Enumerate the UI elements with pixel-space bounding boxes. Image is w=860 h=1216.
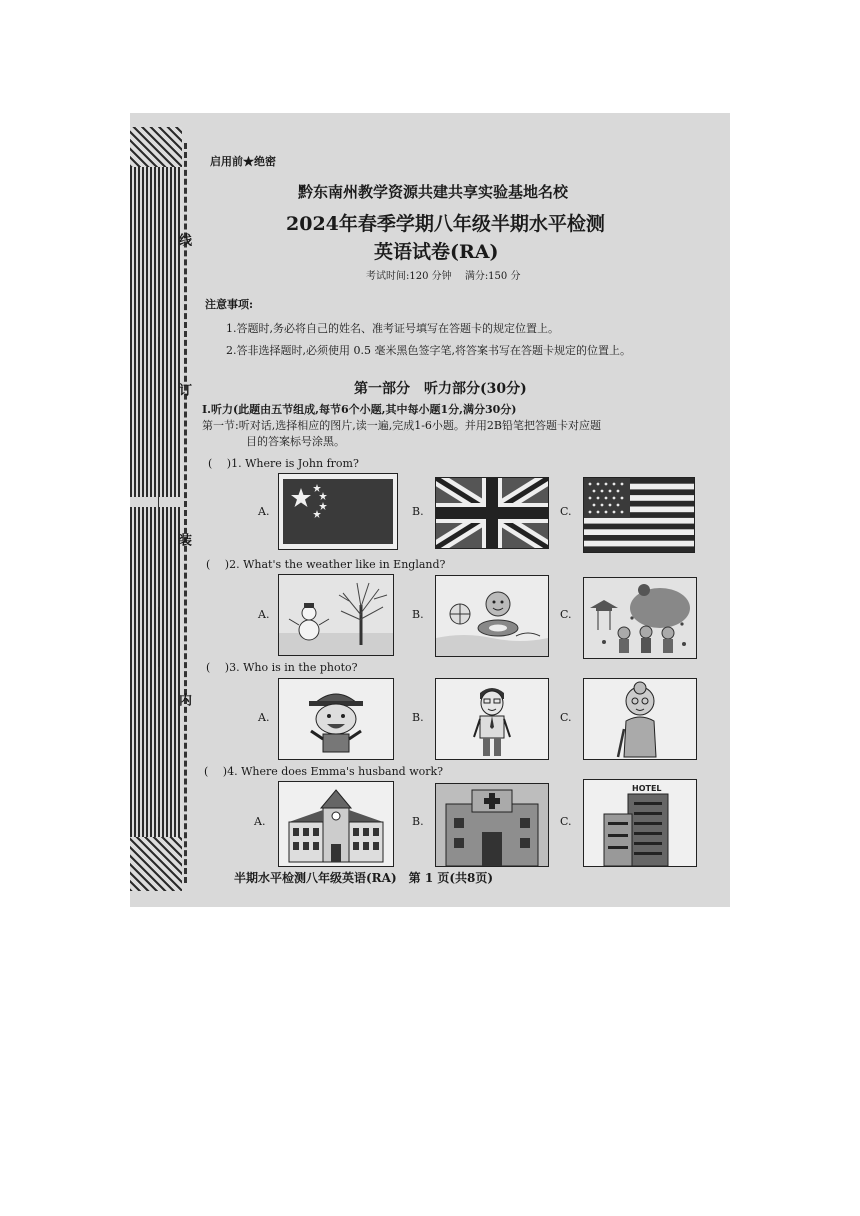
young-man-icon bbox=[436, 679, 548, 759]
notice-item-1: 1.答题时,务必将自己的姓名、准考证号填写在答题卡的规定位置上。 bbox=[226, 322, 559, 335]
hotel-icon bbox=[584, 780, 696, 866]
exam-time-score: 考试时间:120 分钟 满分:150 分 bbox=[366, 271, 521, 282]
secret-label: 启用前★绝密 bbox=[210, 155, 276, 168]
hospital-icon bbox=[436, 784, 548, 866]
option-4a-label: A. bbox=[254, 815, 266, 828]
hotel-sign-text: HOTEL bbox=[632, 784, 662, 793]
school-building-icon bbox=[279, 782, 393, 866]
option-2b-label: B. bbox=[412, 608, 424, 621]
exam-page-photo bbox=[130, 113, 730, 907]
page-footer: 半期水平检测八年级英语(RA) 第 1 页(共8页) bbox=[234, 871, 494, 885]
binding-blank-3 bbox=[158, 667, 159, 817]
option-1a-label: A. bbox=[258, 505, 270, 518]
old-woman-icon bbox=[584, 679, 696, 759]
option-3b-image[interactable] bbox=[435, 678, 549, 760]
option-1c-image[interactable] bbox=[583, 477, 695, 553]
option-4b-image[interactable] bbox=[435, 783, 549, 867]
option-3c-image[interactable] bbox=[583, 678, 697, 760]
exam-title: 2024年春季学期八年级半期水平检测 bbox=[286, 213, 605, 235]
section-intro: I.听力(此题由五节组成,每节6个小题,其中每小题1分,满分30分) bbox=[202, 403, 517, 416]
usa-flag-icon bbox=[584, 478, 694, 552]
question-4: ( )4. Where does Emma's husband work? bbox=[204, 765, 444, 778]
china-flag-icon bbox=[279, 474, 397, 549]
beach-summer-icon bbox=[436, 576, 548, 656]
question-1: ( )1. Where is John from? bbox=[208, 457, 359, 470]
hatch-bottom bbox=[130, 837, 182, 891]
binding-dashed-line bbox=[184, 143, 187, 883]
boy-with-cap-icon bbox=[279, 679, 393, 759]
question-2: ( )2. What's the weather like in England? bbox=[206, 558, 446, 571]
snowy-winter-icon bbox=[279, 575, 393, 655]
option-4c-image[interactable] bbox=[583, 779, 697, 867]
notice-heading: 注意事项: bbox=[205, 298, 254, 311]
uk-flag-icon bbox=[436, 478, 548, 548]
option-1b-image[interactable] bbox=[435, 477, 549, 549]
option-2c-label: C. bbox=[560, 608, 572, 621]
notice-item-2: 2.答非选择题时,必须使用 0.5 毫米黑色签字笔,将答案书写在答题卡规定的位置上。 bbox=[226, 344, 631, 357]
option-2c-image[interactable] bbox=[583, 577, 697, 659]
option-3b-label: B. bbox=[412, 711, 424, 724]
option-3a-label: A. bbox=[258, 711, 270, 724]
stripe-band-upper bbox=[130, 167, 182, 497]
binding-blank-1 bbox=[158, 187, 159, 337]
binding-blank-2 bbox=[158, 437, 159, 607]
option-2a-image[interactable] bbox=[278, 574, 394, 656]
hatch-top bbox=[130, 127, 182, 167]
windy-autumn-icon bbox=[584, 578, 696, 658]
binding-label-nei: 内 bbox=[176, 693, 191, 706]
option-3a-image[interactable] bbox=[278, 678, 394, 760]
part1-title: 第一部分 听力部分(30分) bbox=[354, 381, 527, 397]
option-1a-image[interactable] bbox=[278, 473, 398, 550]
section1-instruction-cont: 目的答案标号涂黑。 bbox=[246, 435, 345, 448]
option-4c-label: C. bbox=[560, 815, 572, 828]
binding-label-xian: 线 bbox=[176, 233, 191, 246]
option-2a-label: A. bbox=[258, 608, 270, 621]
option-3c-label: C. bbox=[560, 711, 572, 724]
section1-instruction: 第一节:听对话,选择相应的图片,读一遍,完成1-6小题。并用2B铅笔把答题卡对应题 bbox=[202, 419, 601, 432]
question-3: ( )3. Who is in the photo? bbox=[206, 661, 358, 674]
stripe-band-lower bbox=[130, 507, 182, 837]
option-4b-label: B. bbox=[412, 815, 424, 828]
exam-subject: 英语试卷(RA) bbox=[374, 241, 499, 263]
binding-label-zhuang: 装 bbox=[176, 533, 191, 546]
option-4a-image[interactable] bbox=[278, 781, 394, 867]
school-name: 黔东南州教学资源共建共享实验基地名校 bbox=[298, 183, 569, 201]
binding-label-ding: 订 bbox=[176, 383, 191, 396]
option-2b-image[interactable] bbox=[435, 575, 549, 657]
option-1b-label: B. bbox=[412, 505, 424, 518]
option-1c-label: C. bbox=[560, 505, 572, 518]
